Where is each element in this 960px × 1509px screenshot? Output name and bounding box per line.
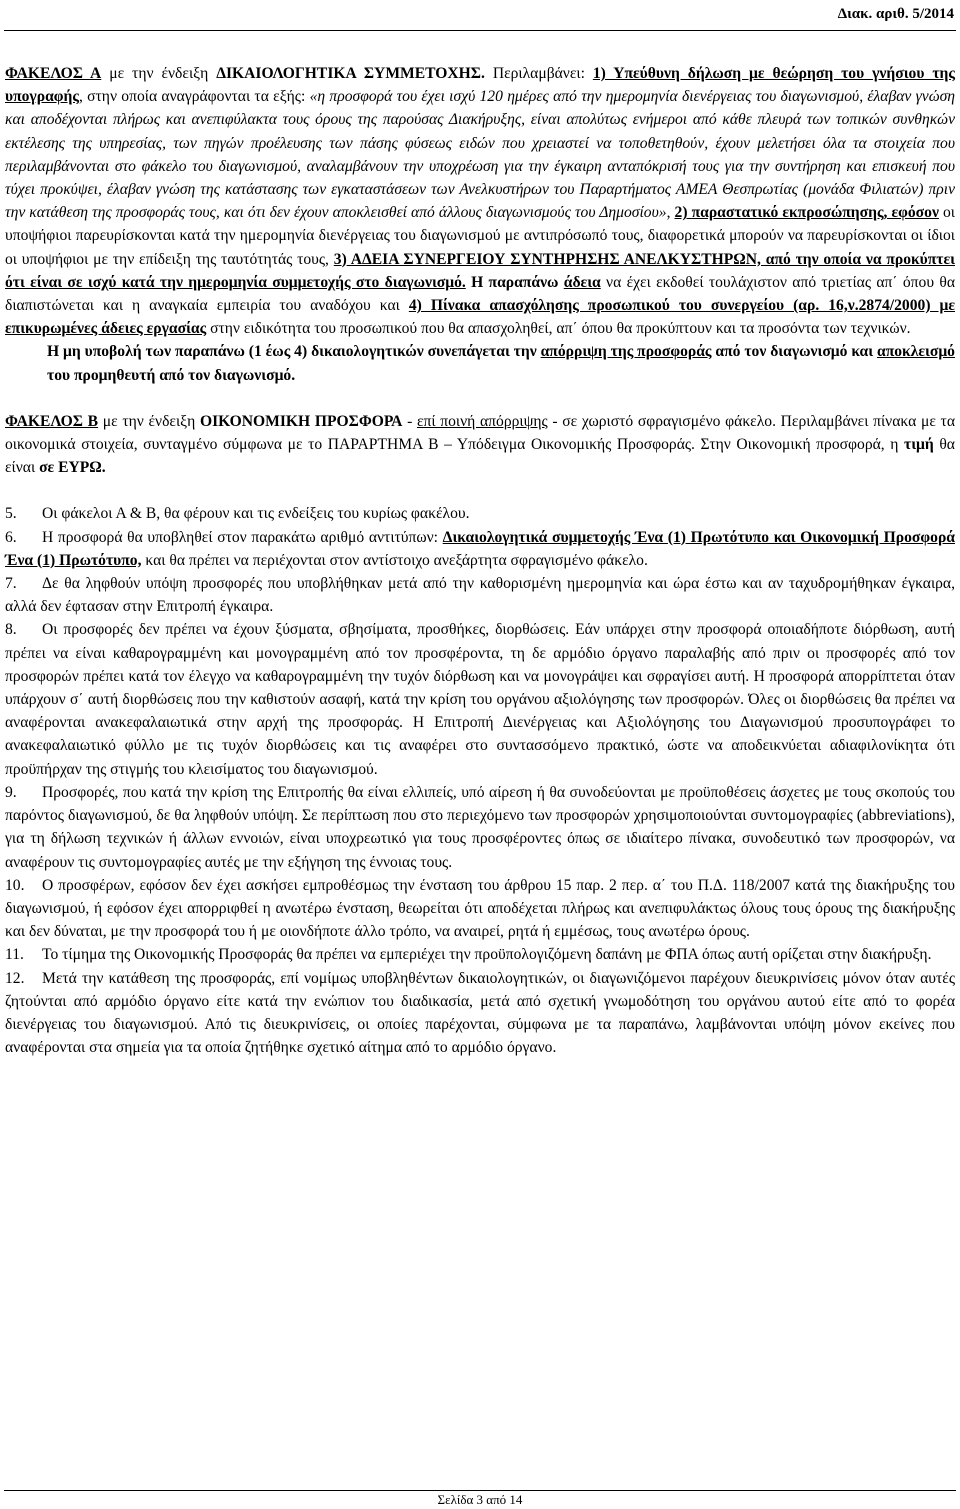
rejection-paragraph (5, 340, 955, 386)
requirement-4: 4) Πίνακα απασχόλησης προσωπικού του συνεργείου (αρ. 16,ν.2874/2000) με επικυρωμένες άδειες εργασίας (5, 297, 956, 338)
penalty-note: επί ποινή απόρριψης (416, 412, 548, 430)
requirement-2: 2) παραστατικό εκπροσώπησης, εφόσον (674, 204, 939, 222)
envelope-a-paragraph (5, 62, 955, 340)
spacer (5, 387, 955, 410)
text: οι υποψήφιοι παρευρίσκονται κατά την ημερομηνία διενέργειας του διαγωνισμού με αντιπρόσωπό τους, διαφορετικά μπορούν να παρευρίσκονται οι ίδιοι οι υποψήφιοι με την επίδειξη της ταυτότητάς τους, (5, 204, 955, 268)
copies-requirement: Δικαιολογητικά συμμετοχής Ένα (1) Πρωτότυπο και Οικονομική Προσφορά Ένα (1) Πρωτότυπο, (5, 528, 955, 569)
text: με την ένδειξη (101, 65, 217, 82)
item-text: Προσφορές, που κατά την κρίση της Επιτροπής θα είναι ελλιπείς, υπό αίρεση ή θα συνοδεύονται με προϋποθέσεις άσχετες με τους σκοπούς του παρόντος διαγωνισμού, δε θα ληφθούν υπόψη. Σε περίπτωση που στο περιεχόμενο των προσφορών χρησιμοποιούνται συντομογραφίες (abbreviations), για τη δήλωση τεχνικών ή άλλων εννοιών, είναι υποχρεωτικό για τους προσφέροντες όπως σε ιδιαίτερο πίνακα, συνοδευτικό των προσφορών, να αναφέρουν τις συντομογραφίες αυτές με την εξήγηση της έννοιας τους. (5, 783, 955, 871)
item-6 (5, 526, 955, 572)
license-word: άδεια (563, 273, 601, 291)
envelope-b-title: ΟΙΚΟΝΟΜΙΚΗ ΠΡΟΣΦΟΡΑ (199, 412, 403, 430)
text: Η μη υποβολή των παραπάνω (1 έως 4) δικαιολογητικών συνεπάγεται την (47, 343, 541, 361)
item-10 (5, 874, 955, 944)
item-8 (5, 618, 955, 780)
item-text: Το τίμημα της Οικονομικής Προσφοράς θα πρέπει να εμπεριέχει την προϋπολογιζόμενη δαπάνη με ΦΠΑ όπως αυτή ορίζεται στην διακήρυξη. (42, 946, 932, 964)
text: θα είναι (5, 436, 955, 477)
item-text: Μετά την κατάθεση της προσφοράς, επί νομίμως υποβληθέντων δικαιολογητικών, οι διαγωνιζόμενοι παρέχουν διευκρινίσεις μόνον όταν αυτές ζητούνται από αρμόδιο όργανο είτε κατά την ενώπιον του διαδικασία, μετά από σχετική γνωμοδότηση του οργάνου αυτού είτε από το φορέα διενέργειας του διαγωνισμού. Από τις διευκρινίσεις, οι οποίες παρέχονται, σύμφωνα με τα παραπάνω, λαμβάνονται υπόψη μόνον εκείνες που αναφέρονται στα σημεία για τα οποία ζητήθηκε σχετικό αίτημα από το αρμόδιο όργανο. (5, 969, 955, 1057)
header-divider (4, 30, 956, 31)
document-reference: Διακ. αριθ. 5/2014 (837, 6, 954, 22)
envelope-a-title: ΔΙΚΑΙΟΛΟΓΗΤΙΚΑ ΣΥΜΜΕΤΟΧΗΣ. (216, 65, 485, 82)
envelope-b-paragraph (5, 410, 955, 480)
requirement-1: 1) Υπεύθυνη δήλωση με θεώρηση του γνήσιου της υπογραφής (5, 65, 955, 106)
text: να έχει εκδοθεί τουλάχιστον από τριετίας απ΄ όπου θα διαπιστώνεται και η αναγκαία εμπειρία του αναδόχου και (5, 273, 955, 315)
item-9 (5, 781, 955, 874)
exclusion-term: αποκλεισμό (877, 343, 955, 361)
footer-divider (4, 1490, 956, 1491)
item-number: 8. (5, 621, 17, 639)
item-5 (5, 502, 955, 525)
item-11 (5, 943, 955, 966)
text: από τον διαγωνισμό και (711, 343, 877, 361)
item-number: 11. (5, 946, 24, 964)
text: , στην οποία αναγράφονται τα εξής: (78, 88, 310, 106)
item-12 (5, 967, 955, 1060)
price-term: τιμή (904, 436, 934, 454)
item-text: Δε θα ληφθούν υπόψη προσφορές που υποβλήθηκαν μετά από την καθορισμένη ημερομηνία και ώρα έστω και αν ταχυδρομήθηκαν έγκαιρα, αλλά δεν έφτασαν στην Επιτροπή έγκαιρα. (5, 575, 955, 616)
item-text: Οι φάκελοι Α & Β, θα φέρουν και τις ενδείξεις του κυρίως φακέλου. (42, 505, 470, 523)
item-number: 10. (5, 876, 25, 894)
text: Περιλαμβάνει: (484, 65, 593, 82)
item-7 (5, 572, 955, 618)
item-number: 6. (5, 528, 17, 546)
item-text: Οι προσφορές δεν πρέπει να έχουν ξύσματα, σβησίματα, προσθήκες, διορθώσεις. Εάν υπάρχει στην προσφορά οποιαδήποτε διόρθωση, αυτή πρέπει να είναι καθαρογραμμένη και μονογραμμένη από τον προσφέροντα, τη δε αρμόδιο όργανο παραλαβής από πριν οι προσφορές από τον προσφορών πρέπει κατά τον έλεγχο να καθαρογραμμένη την τυχόν διόρθωση και να μονογράψει και σφραγίσει αυτή. Η προσφορά απορρίπτεται όταν υπάρχουν σ΄ αυτή διορθώσεις που την καθιστούν ασαφή, κατά την κρίση του οργάνου αξιολόγησης των προσφορών. Όλες οι διορθώσεις θα πρέπει να αναφέρονται ανακεφαλαιωτικά στην αρχή της προσφοράς. Η Επιτροπή Διενέργειας και Αξιολόγησης του Διαγωνισμού προσυπογράφει το ανακεφαλαιωτικό φύλλο με τις τυχόν διορθώσεις και τις αναφέρει στο συντασσόμενο πρακτικό, ώστε να αποδεικνύεται αδιαφιλονίκητα ότι προϋπήρχαν της στιγμής του κλεισίματος του διαγωνισμού. (5, 621, 955, 778)
item-number: 9. (5, 783, 17, 801)
spacer (5, 479, 955, 502)
text: - (402, 412, 417, 430)
item-text: Η προσφορά θα υποβληθεί στον παρακάτω αριθμό αντιτύπων: (42, 528, 443, 546)
text: στην ειδικότητα του προσωπικού που θα απασχοληθεί, απ΄ όπου θα προκύπτουν και τα προσόντα των τεχνικών. (206, 320, 911, 338)
item-text: και θα πρέπει να περιέχονται στον αντίστοιχο ανεξάρτητα σφραγισμένο φάκελο. (141, 551, 648, 569)
requirement-3: 3) ΑΔΕΙΑ ΣΥΝΕΡΓΕΙΟΥ ΣΥΝΤΗΡΗΣΗΣ ΑΝΕΛΚΥΣΤΗΡΩΝ, από την οποία να προκύπτει ότι είναι σε ισχύ κατά την ημερομηνία συμμετοχής στο διαγωνισμό. (5, 250, 955, 291)
text: - σε χωριστό σφραγισμένο φάκελο. Περιλαμβάνει πίνακα με τα οικονομικά στοιχεία, συνταγμένο σύμφωνα με το ΠΑΡΑΡΤΗΜΑ Β – Υπόδειγμα Οικονομικής Προσφοράς. Στην Οικονομική προσφορά, η (5, 412, 955, 454)
document-body (5, 62, 955, 1059)
rejection-term: απόρριψη της προσφοράς (540, 343, 712, 361)
item-number: 7. (5, 575, 17, 593)
item-text: Ο προσφέρων, εφόσον δεν έχει ασκήσει εμπροθέσμως την ένσταση του άρθρου 15 παρ. 2 περ. α΄ του Π.Δ. 118/2007 κατά της διακήρυξης του διαγωνισμού, ή εφόσον έχει απορριφθεί η ανωτέρω ένσταση, θεωρείται ότι αποδέχεται πλήρως και ανεπιφυλάκτως όλους τους όρους της διακήρυξης και δεν δύναται, με την προσφορά του ή με οιονδήποτε άλλο τρόπο, να αναιρεί, ρητά ή εμμέσως, τους ανωτέρω όρους. (5, 876, 955, 941)
text: , (666, 204, 675, 222)
envelope-b-label: ΦΑΚΕΛΟΣ Β (5, 412, 99, 430)
text: του προμηθευτή από τον διαγωνισμό. (47, 366, 296, 384)
currency-term: σε ΕΥΡΩ. (39, 459, 106, 477)
page-number: Σελίδα 3 από 14 (437, 1492, 523, 1507)
text: με την ένδειξη (98, 412, 200, 430)
item-number: 12. (5, 969, 25, 987)
envelope-a-label: ΦΑΚΕΛΟΣ Α (5, 65, 102, 82)
declaration-quote: «η προσφορά του έχει ισχύ 120 ημέρες από την ημερομηνία διενέργειας του διαγωνισμού, έλαβαν γνώση και αποδέχονται πλήρως και ανεπιφύλακτα τους όρους της παρούσας Διακήρυξης, είναι απολύτως ενήμεροι από κάθε πλευρά των τοπικών συνθηκών εκτέλεσης της υπηρεσίας, των πηγών προέλευσης των πάσης φύσεως ειδών που χρειαστεί να τοποθετηθούν, έχουν μελετήσει όλα τα στοιχεία που περιλαμβάνονται στο φάκελο του διαγωνισμού, αναλαμβάνουν την υποχρέωση για την έγκαιρη ανταπόκρισή τους για την συντήρηση και επισκευή που τύχει προκύψει, έλαβαν γνώση της κατάστασης των εγκαταστάσεων των Ανελκυστήρων του Παραρτήματος ΑΜΕΑ Θεσπρωτίας (μονάδα Φιλιατών) πριν την κατάθεση της προσφοράς τους, και ότι δεν έχουν αποκλεισθεί από άλλους διαγωνισμούς του Δημοσίου» (5, 88, 956, 222)
item-number: 5. (5, 505, 17, 523)
text: Η παραπάνω (465, 273, 564, 291)
